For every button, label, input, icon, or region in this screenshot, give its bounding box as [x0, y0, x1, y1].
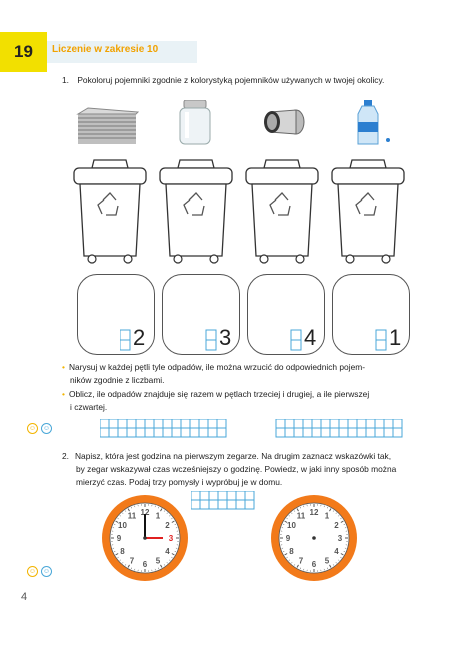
clock-number: 5: [155, 556, 161, 566]
clock-number: 7: [298, 556, 304, 566]
clock-number: 11: [296, 511, 306, 521]
clock-number: 6: [311, 560, 317, 569]
count-boxes: [120, 328, 420, 354]
count-number: 4: [304, 325, 317, 350]
clock-number: 6: [142, 560, 148, 569]
bullet-calculate: • Oblicz, ile odpadów znajduje się razem w pętlach trzeciej i drugiej, a ile pierwszej i czwartej.: [62, 389, 370, 412]
clock-number: 9: [116, 534, 122, 543]
clock-number: 4: [334, 547, 339, 556]
plastic-bottle-icon: [358, 100, 390, 144]
clock-number: 1: [155, 511, 161, 521]
clock-number: 8: [120, 547, 125, 556]
clock-number: 10: [118, 521, 127, 530]
jar-icon: [180, 100, 210, 144]
answer-grids-task1[interactable]: [100, 419, 420, 441]
task2-number: 2.: [62, 451, 69, 461]
tin-can-icon: [264, 110, 304, 134]
clock-number: 2: [165, 521, 170, 530]
clock-number: 3: [337, 534, 343, 543]
clock-number: 11: [127, 511, 137, 521]
clock-center: [143, 536, 147, 540]
neutral-face-icon[interactable]: ☺: [42, 568, 51, 575]
waste-objects-row: [74, 100, 414, 148]
recycling-bin-icon: [246, 160, 318, 263]
count-number: 1: [389, 325, 402, 350]
clock-number: 7: [129, 556, 135, 566]
lesson-number-badge: 19: [0, 32, 47, 72]
clock-number: 4: [165, 547, 170, 556]
clock-number: 12: [140, 508, 150, 517]
bullet-draw: • Narysuj w każdej pętli tyle odpadów, ile można wrzucić do odpowiednich pojem- ników zgodnie z liczbami.: [62, 362, 366, 385]
clock-number: 3: [168, 534, 174, 543]
section-title: Liczenie w zakresie 10: [52, 44, 159, 55]
recycling-bins-row: [72, 158, 412, 266]
clock-number: 12: [309, 508, 319, 517]
clock-number: 8: [289, 547, 294, 556]
recycling-bin-icon: [74, 160, 146, 263]
clock-number: 5: [324, 556, 330, 566]
smiley-face-icon[interactable]: ☺: [28, 425, 37, 432]
task2-instruction: 2. Napisz, która jest godzina na pierwszym zegarze. Na drugim zaznacz wskazówki tak, by zegar wskazywał czas wcześniejszy o godzinę. Powiedz, w jaki inny sposób można mierzyć czas. Podaj trzy pomysły i wypróbuj je w domu.: [62, 451, 397, 487]
clock-center: [312, 536, 316, 540]
answer-grid-task2[interactable]: [191, 491, 261, 513]
task1-text: Pokoloruj pojemniki zgodnie z kolorystyką pojemników używanych w twojej okolicy.: [77, 75, 385, 85]
task1-number: 1.: [62, 75, 69, 85]
smiley-face-icon[interactable]: ☺: [28, 568, 37, 575]
clock-number: 1: [324, 511, 330, 521]
clock-face-first: [100, 493, 190, 583]
page-number: 4: [21, 591, 28, 603]
clock-number: 9: [285, 534, 291, 543]
clock-number: 2: [334, 521, 339, 530]
count-number: 3: [219, 325, 232, 350]
newspapers-icon: [78, 108, 138, 144]
clock-face-second[interactable]: [269, 493, 359, 583]
recycling-bin-icon: [160, 160, 232, 263]
task1-instruction: [62, 74, 384, 87]
recycling-bin-icon: [332, 160, 404, 263]
count-number: 2: [133, 325, 146, 350]
neutral-face-icon[interactable]: ☺: [42, 425, 51, 432]
clock-number: 10: [287, 521, 296, 530]
